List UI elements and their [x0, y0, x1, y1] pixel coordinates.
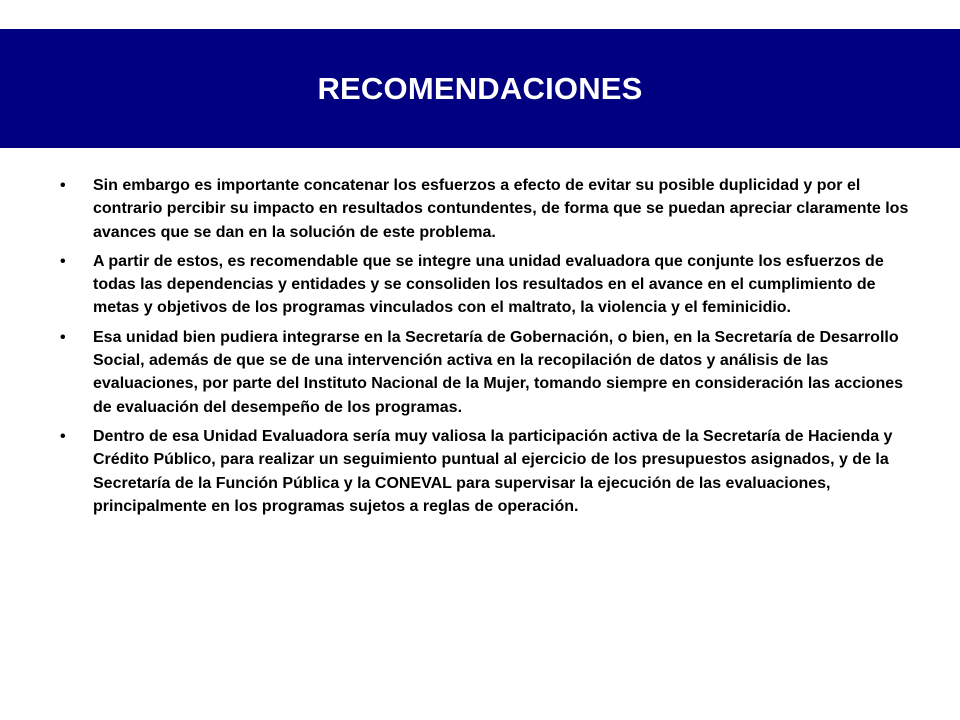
bullet-item: [60, 250, 910, 320]
bullet-icon: •: [60, 177, 66, 194]
title-banner: [0, 29, 960, 148]
bullet-item: [60, 174, 910, 244]
bullet-item: [60, 425, 910, 518]
bullet-list: [60, 174, 910, 524]
bullet-item: [60, 326, 910, 419]
bullet-text: Esa unidad bien pudiera integrarse en la Secretaría de Gobernación, o bien, en la Secretaría de Desarrollo Social, además de que se de una intervención activa en la recopilación de datos y análisis de las evaluaciones, por parte del Instituto Nacional de la Mujer, tomando siempre en consideración las acciones de evaluación del desempeño de los programas.: [93, 328, 904, 416]
bullet-icon: •: [60, 252, 66, 270]
bullet-text: Sin embargo es importante concatenar los esfuerzos a efecto de evitar su posible duplicidad y por el contrario percibir su impacto en resultados contundentes, de forma que se puedan apreciar claramente los avances que se dan en la solución de este problema.: [93, 177, 909, 241]
bullet-text: A partir de estos, es recomendable que se integre una unidad evaluadora que conjunte los esfuerzos de todas las dependencias y entidades y se consoliden los resultados en el avance en el cumplimiento de metas y objetivos de los programas vinculados con el maltrato, la violencia y el feminicidio.: [93, 252, 884, 317]
bullet-text: Dentro de esa Unidad Evaluadora sería muy valiosa la participación activa de la Secretaría de Hacienda y Crédito Público, para realizar un seguimiento puntual al ejercicio de los presupuestos asignados, y de la Secretaría de la Función Pública y la CONEVAL para supervisar la ejecución de las evaluaciones, principalmente en los programas sujetos a reglas de operación.: [93, 427, 893, 515]
slide-title: RECOMENDACIONES: [317, 70, 643, 106]
bullet-icon: •: [60, 427, 66, 445]
bullet-icon: •: [60, 328, 66, 346]
